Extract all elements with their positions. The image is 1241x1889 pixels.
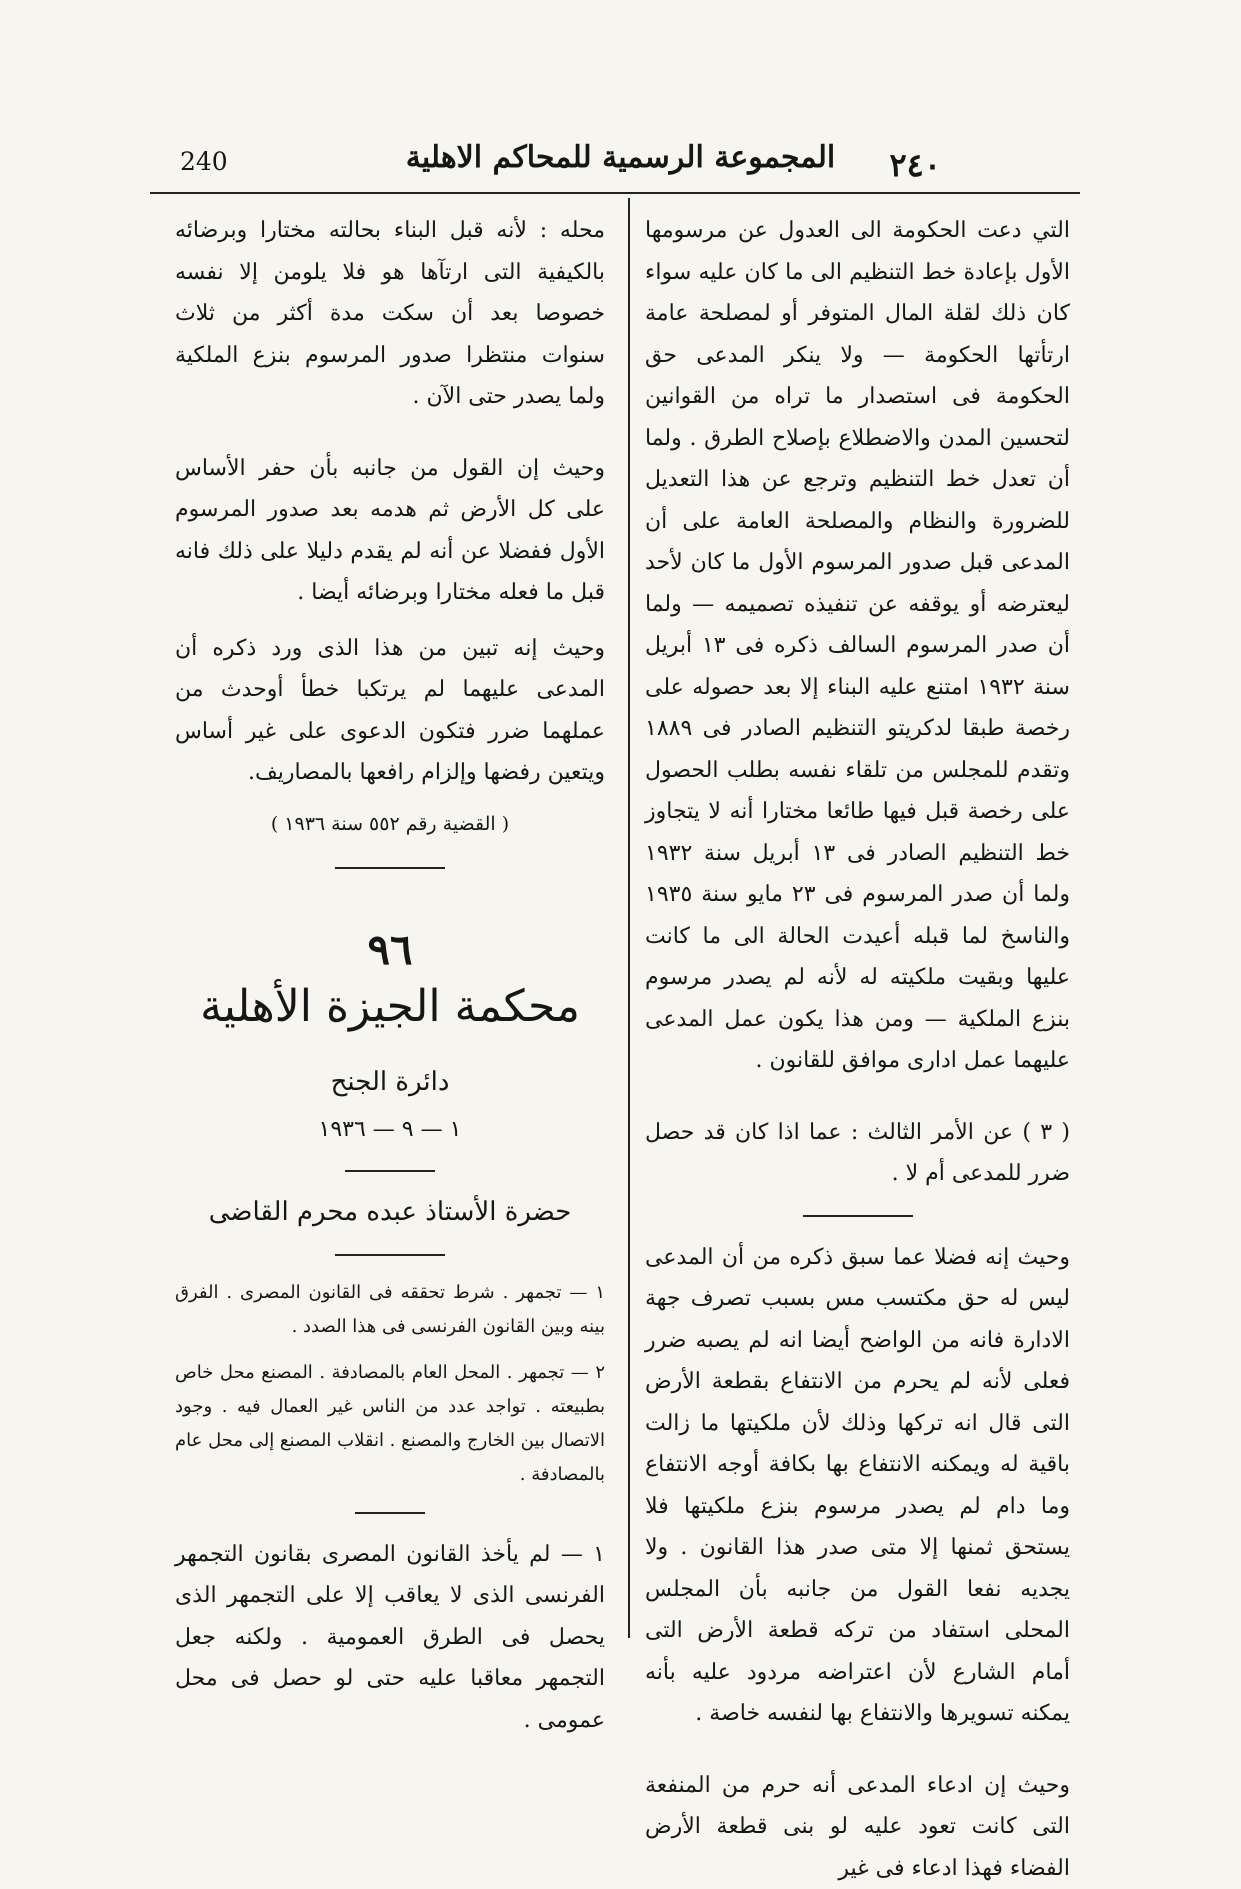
- paragraph: وحيث إن القول من جانبه بأن حفر الأساس على كل الأرض ثم هدمه بعد صدور المرسوم الأول ففضلا عن أنه لم يقدم دليلا على ذلك فانه قبل ما فعله مختارا وبرضائه أيضا .: [175, 448, 605, 614]
- divider: [803, 1215, 913, 1217]
- paragraph: وحيث إنه فضلا عما سبق ذكره من أن المدعى ليس له حق مكتسب مس بسبب تصرف جهة الادارة فانه من الواضح أيضا انه لم يصبه ضرر فعلى لأنه لم يحرم من الانتفاع بقطعة الأرض التى قال انه تركها وذلك لأن ملكيتها ما زالت باقية له ويمكنه الانتفاع بها بكافة أوجه الانتفاع وما دام لم يصدر مرسوم بنزع ملكيتها فلا يستحق ثمنها إلا متى صدر هذا القانون . ولا يجديه نفعا القول من جانبه بأن المجلس المحلى استفاد من تركه قطعة الأرض التى أمام الشارع لأن اعتراضه مردود عليه بأنه يمكنه تسويرها والانتفاع بها لنفسه خاصة .: [645, 1237, 1070, 1735]
- headnote: ٢ — تجمهر . المحل العام بالمصادفة . المصنع محل خاص بطبيعته . تواجد عدد من الناس غير العمال فيه . وجود الاتصال بين الخارج والمصنع . انقلاب المصنع إلى محل عام بالمصادفة .: [175, 1356, 605, 1492]
- case-reference: ( القضية رقم ٥٥٢ سنة ١٩٣٦ ): [175, 804, 605, 846]
- divider: [335, 867, 445, 869]
- judge-name: حضرة الأستاذ عبده محرم القاضى: [175, 1192, 605, 1234]
- headnote: ١ — تجمهر . شرط تحققه فى القانون المصرى . الفرق بينه وبين القانون الفرنسى فى هذا الصدد .: [175, 1276, 605, 1344]
- divider: [355, 1512, 425, 1514]
- case-number: ٩٦: [175, 929, 605, 971]
- divider: [345, 1170, 435, 1172]
- paragraph: وحيث إن ادعاء المدعى أنه حرم من المنفعة التى كانت تعود عليه لو بنى قطعة الأرض الفضاء فهذا ادعاء فى غير: [645, 1765, 1070, 1889]
- column-divider: [628, 198, 630, 1638]
- court-circuit: دائرة الجنح: [175, 1062, 605, 1104]
- paragraph: التي دعت الحكومة الى العدول عن مرسومها الأول بإعادة خط التنظيم الى ما كان عليه سواء كان ذلك لقلة المال المتوفر أو لمصلحة عامة ارتأتها الحكومة — ولا ينكر المدعى حق الحكومة فى استصدار ما تراه من القوانين لتحسين المدن والاضطلاع بإصلاح الطرق . ولما أن تعدل خط التنظيم وترجع عن هذا التعديل للضرورة والنظام والمصلحة العامة على أن المدعى قبل صدور المرسوم الأول ما كان لأحد ليعترضه أو يوقفه عن تنفيذه تصميمه — ولما أن صدر المرسوم السالف ذكره فى ١٣ أبريل سنة ١٩٣٢ امتنع عليه البناء إلا بعد حصوله على رخصة طبقا لدكريتو التنظيم الصادر فى ١٨٨٩ وتقدم للمجلس من تلقاء نفسه بطلب الحصول على رخصة قبل فيها طائعا مختارا أنه لا يتجاوز خط التنظيم الصادر فى ١٣ أبريل سنة ١٩٣٢ ولما أن صدر المرسوم فى ٢٣ مايو سنة ١٩٣٥ والناسخ لما قبله أعيدت الحالة الى ما كانت عليها وبقيت ملكيته له لأنه لم يصدر مرسوم بنزع الملكية — ومن هذا يكون عمل المدعى عليهما عمل ادارى موافق للقانون .: [645, 210, 1070, 1082]
- paragraph: ( ٣ ) عن الأمر الثالث : عما اذا كان قد حصل ضرر للمدعى أم لا .: [645, 1112, 1070, 1195]
- judgment-date: ١ — ٩ — ١٩٣٦: [175, 1109, 605, 1151]
- right-column: [645, 210, 1070, 1889]
- court-name: محكمة الجيزة الأهلية: [175, 986, 605, 1028]
- divider: [335, 1254, 445, 1256]
- paragraph: ١ — لم يأخذ القانون المصرى بقانون التجمهر الفرنسى الذى لا يعاقب إلا على التجمهر الذى يحصل فى الطرق العمومية . ولكنه جعل التجمهر معاقبا عليه حتى لو حصل فى محل عمومى .: [175, 1534, 605, 1742]
- paragraph: وحيث إنه تبين من هذا الذى ورد ذكره أن المدعى عليهما لم يرتكبا خطأ أوحدث من عملهما ضرر فتكون الدعوى على غير أساس ويتعين رفضها وإلزام رافعها بالمصاريف.: [175, 628, 605, 794]
- left-column: [175, 210, 605, 1741]
- header-rule: [150, 192, 1080, 194]
- running-title: المجموعة الرسمية للمحاكم الاهلية: [0, 140, 1241, 175]
- page-number-arabic: ٢٤٠: [889, 146, 941, 184]
- paragraph: محله : لأنه قبل البناء بحالته مختارا وبرضائه بالكيفية التى ارتآها هو فلا يلومن إلا نفسه خصوصا بعد أن سكت مدة أكثر من ثلاث سنوات منتظرا صدور المرسوم بنزع الملكية ولما يصدر حتى الآن .: [175, 210, 605, 418]
- page-number-latin: 240: [180, 147, 228, 176]
